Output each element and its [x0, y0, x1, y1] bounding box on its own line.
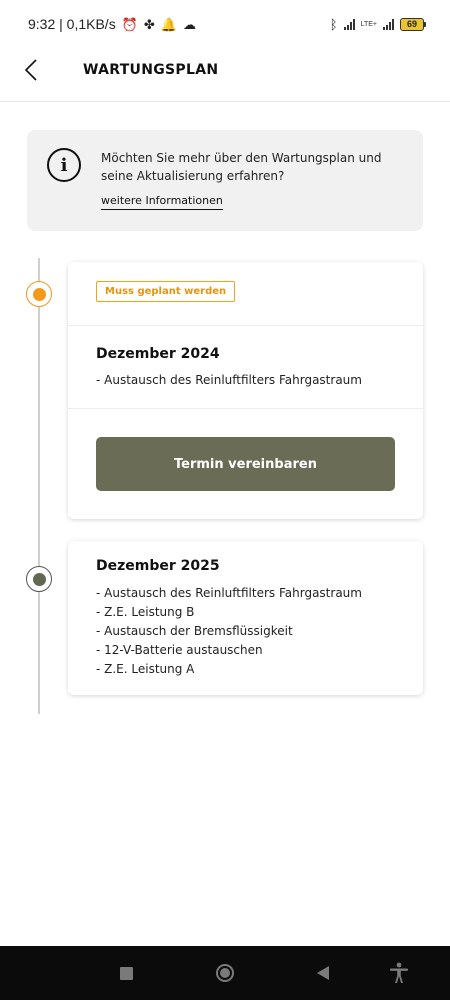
- home-button[interactable]: [198, 946, 252, 1000]
- back-button[interactable]: [20, 57, 46, 83]
- back-triangle-icon: [317, 966, 329, 980]
- task-item: - 12-V-Batterie austauschen: [96, 643, 263, 657]
- maintenance-card-2025: [68, 541, 423, 695]
- task-item: - Austausch der Bremsflüssigkeit: [96, 624, 293, 638]
- system-back-button[interactable]: [296, 946, 350, 1000]
- cloud-icon: ☁: [182, 16, 196, 32]
- task-item: - Austausch des Reinluftfilters Fahrgastraum: [96, 586, 362, 600]
- info-icon: i: [47, 148, 81, 182]
- lte-label: LTE+: [360, 20, 377, 28]
- status-left: [28, 16, 196, 32]
- status-bar: [0, 0, 450, 48]
- system-nav-bar: [0, 946, 450, 1000]
- recents-button[interactable]: [99, 946, 153, 1000]
- status-right: [330, 18, 426, 31]
- fan-icon: ✤: [143, 16, 155, 32]
- info-text: Möchten Sie mehr über den Wartungsplan und seine Aktualisierung erfahren?: [101, 151, 382, 183]
- accessibility-button[interactable]: [372, 946, 426, 1000]
- task-item: - Z.E. Leistung B: [96, 605, 195, 619]
- bell-icon: 🔔: [160, 16, 177, 32]
- task-item: - Z.E. Leistung A: [96, 662, 195, 676]
- square-icon: [120, 967, 133, 980]
- schedule-appointment-button[interactable]: Termin vereinbaren: [96, 437, 395, 491]
- more-info-link[interactable]: weitere Informationen: [101, 194, 223, 210]
- signal-icon: [344, 18, 355, 30]
- timeline-line: [38, 258, 40, 714]
- timeline-dot-future: [26, 566, 52, 592]
- task-list: [96, 371, 362, 390]
- card-date: Dezember 2024: [96, 346, 220, 362]
- battery-icon: [400, 18, 426, 31]
- timeline-dot-active: [26, 281, 52, 307]
- task-list: [96, 584, 362, 679]
- app-header: [0, 48, 450, 102]
- card-divider: [68, 325, 423, 326]
- card-divider: [68, 408, 423, 409]
- info-banner: [27, 130, 423, 231]
- maintenance-card-2024: [68, 262, 423, 519]
- alarm-icon: ⏰: [121, 16, 138, 32]
- bluetooth-icon: ᛒ: [329, 16, 338, 32]
- card-date: Dezember 2025: [96, 558, 220, 574]
- signal-icon-2: [383, 18, 394, 30]
- status-time-speed: 9:32 | 0,1KB/s: [28, 16, 116, 32]
- status-badge: Muss geplant werden: [96, 281, 235, 302]
- page-title: WARTUNGSPLAN: [83, 62, 219, 78]
- home-circle-icon: [216, 964, 234, 982]
- battery-level: 69: [400, 18, 424, 31]
- task-item: - Austausch des Reinluftfilters Fahrgastraum: [96, 373, 362, 387]
- chevron-left-icon: [20, 57, 46, 83]
- accessibility-icon: [389, 962, 409, 984]
